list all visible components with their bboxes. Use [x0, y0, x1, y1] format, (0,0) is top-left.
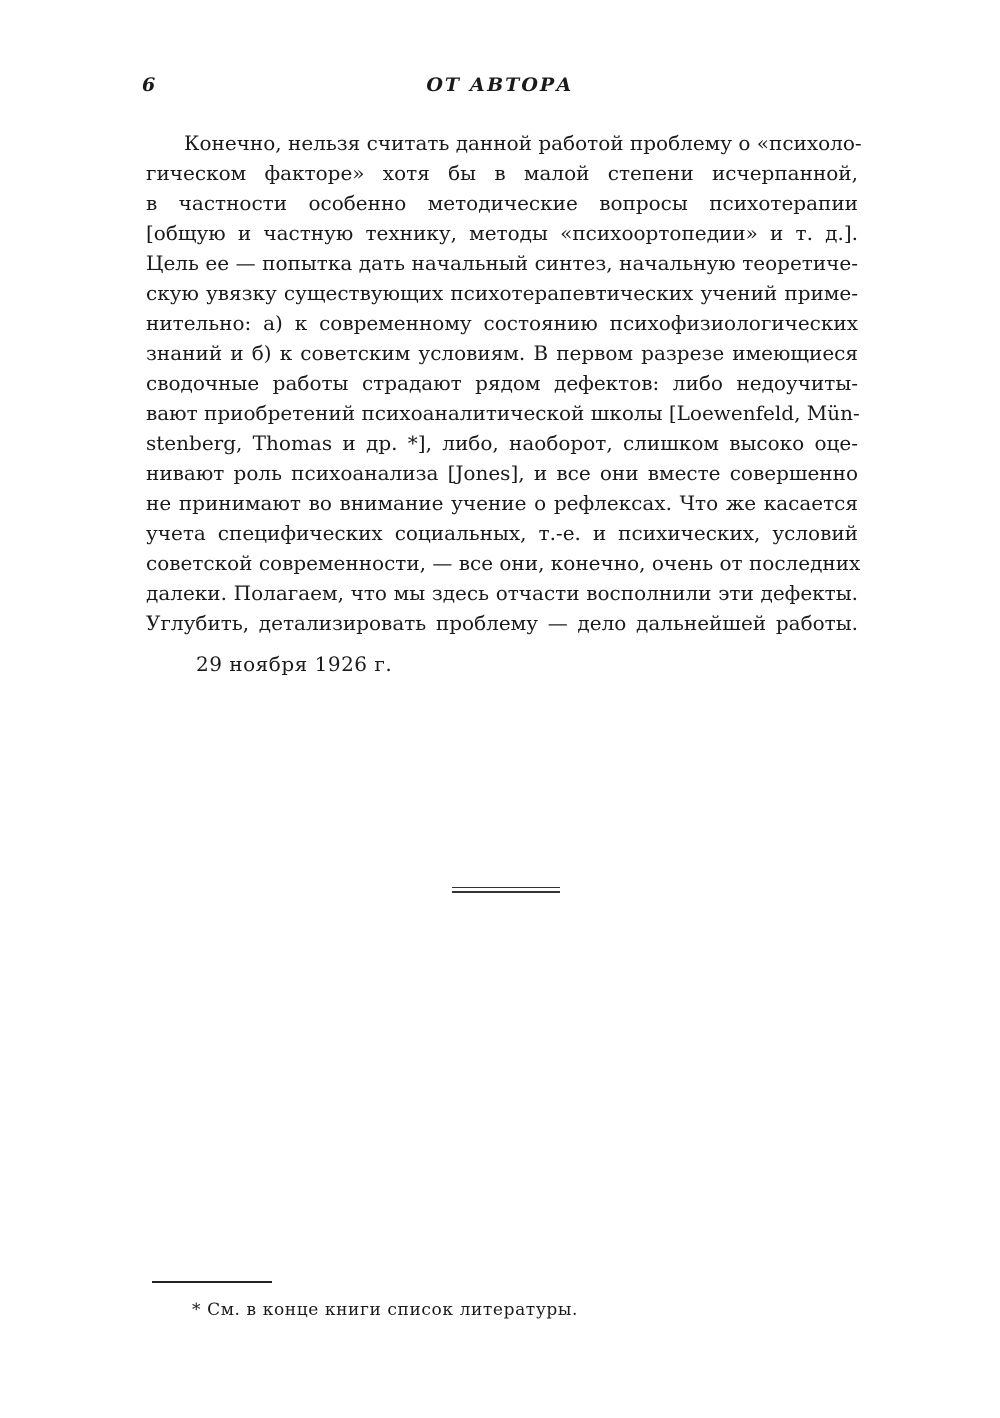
section-end-rule — [452, 887, 560, 893]
paragraph-line: Углубить, детализировать проблему — дело дальнейшей работы. — [146, 611, 858, 635]
paragraph-line: нивают роль психоанализа [Jones], и все они вместе совершенно — [146, 461, 858, 485]
paragraph-line: учета специфических социальных, т.-е. и психических, условий — [146, 521, 858, 545]
footnote-separator — [152, 1281, 272, 1283]
page-number: 6 — [142, 74, 156, 96]
rule-line-thin — [452, 887, 560, 888]
paragraph-line: советской современности, — все они, конечно, очень от последних — [146, 551, 861, 575]
paragraph-line: в частности особенно методические вопросы психотерапии — [146, 191, 858, 215]
paragraph-line: [общую и частную технику, методы «психоортопедии» и т. д.]. — [146, 221, 858, 245]
paragraph-line: вают приобретений психоаналитической школы [Loewenfeld, Mün- — [146, 401, 860, 425]
paragraph-line: Цель ее — попытка дать начальный синтез, начальную теоретиче- — [146, 251, 858, 275]
paragraph-line: нительно: а) к современному состоянию психофизиологических — [146, 311, 858, 335]
paragraph-line: Конечно, нельзя считать данной работой проблему о «психоло- — [184, 131, 862, 155]
running-head: ОТ АВТОРА — [426, 74, 574, 96]
paragraph-line: знаний и б) к советским условиям. В первом разрезе имеющиеся — [146, 341, 858, 365]
date-line: 29 ноября 1926 г. — [196, 652, 393, 676]
main-paragraph — [146, 128, 862, 638]
paragraph-line: stenberg, Thomas и др. *], либо, наоборот, слишком высоко оце- — [146, 431, 858, 455]
rule-line-thick — [452, 891, 560, 893]
footnote: * См. в конце книги список литературы. — [192, 1300, 579, 1320]
paragraph-line: не принимают во внимание учение о рефлексах. Что же касается — [146, 491, 858, 515]
paragraph-line: сводочные работы страдают рядом дефектов: либо недоучиты- — [146, 371, 858, 395]
paragraph-line: скую увязку существующих психотерапевтических учений приме- — [146, 281, 858, 305]
paragraph-line: далеки. Полагаем, что мы здесь отчасти восполнили эти дефекты. — [146, 581, 858, 605]
paragraph-line: гическом факторе» хотя бы в малой степени исчерпанной, — [146, 161, 858, 185]
